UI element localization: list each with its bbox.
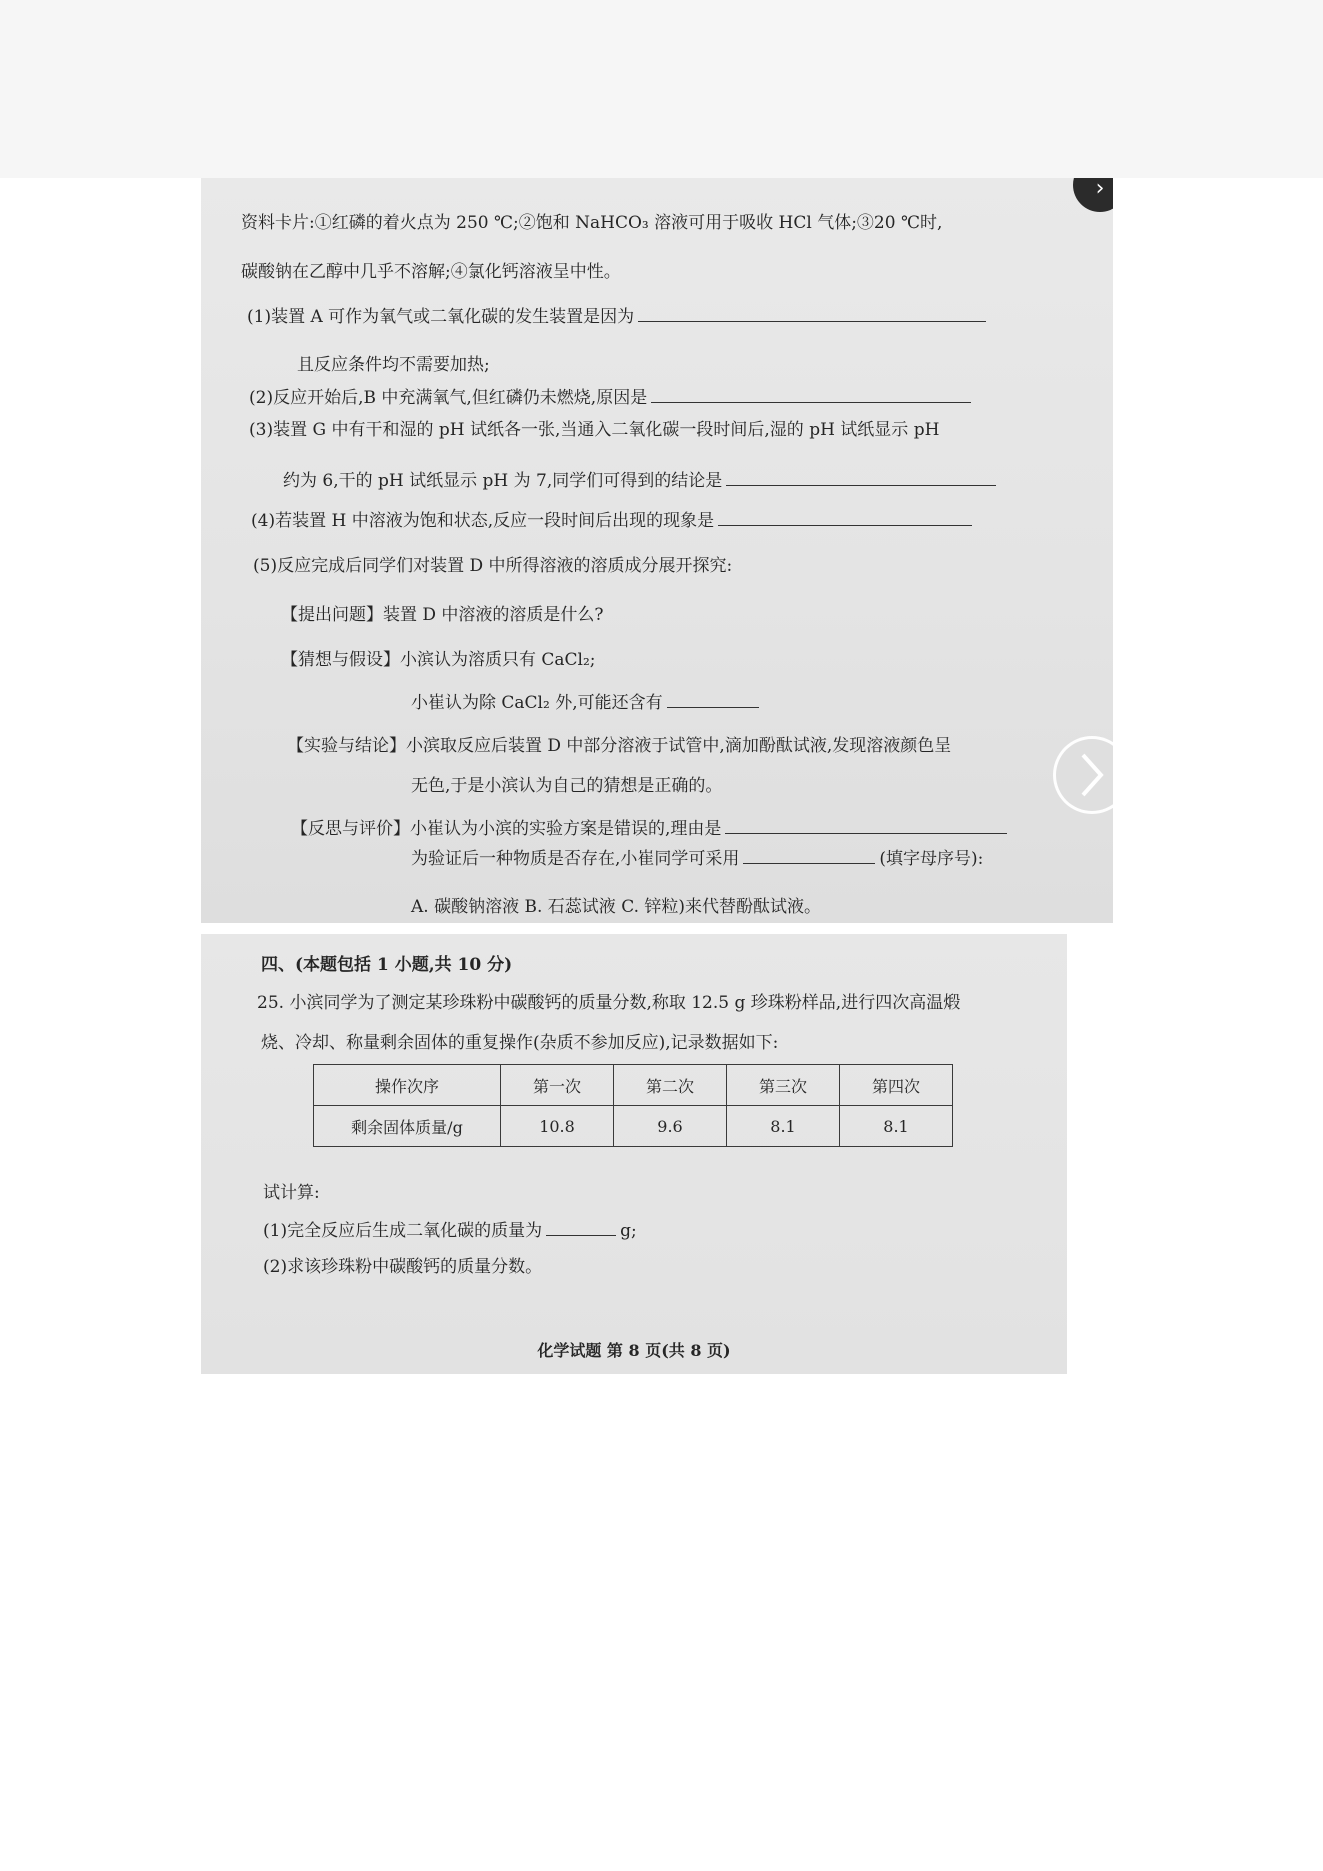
table-cell: 9.6 <box>614 1106 727 1147</box>
question-25-line-1: 25. 小滨同学为了测定某珍珠粉中碳酸钙的质量分数,称取 12.5 g 珍珠粉样品,进行四次高温煅 <box>257 993 961 1013</box>
question-1-cont: 且反应条件均不需要加热; <box>297 355 490 375</box>
reflection-verify-note: (填字母序号): <box>879 849 984 869</box>
table-cell: 8.1 <box>727 1106 840 1147</box>
viewer-top-bar <box>0 0 1323 178</box>
reflection <box>291 814 1011 839</box>
answer-blank <box>725 832 1007 834</box>
answer-blank <box>546 1234 616 1236</box>
options-line: A. 碳酸钠溶液 B. 石蕊试液 C. 锌粒)来代替酚酞试液。 <box>411 897 822 917</box>
answer-blank <box>651 401 971 403</box>
table-cell: 8.1 <box>840 1106 953 1147</box>
experiment-conclusion: 【实验与结论】小滨取反应后装置 D 中部分溶液于试管中,滴加酚酞试液,发现溶液颜色呈 <box>287 736 952 756</box>
exam-photo-lower <box>201 934 1067 1374</box>
answer-blank <box>638 320 986 322</box>
table-header-cell: 第一次 <box>501 1065 614 1106</box>
question-1-text: (1)装置 A 可作为氧气或二氧化碳的发生装置是因为 <box>247 307 635 327</box>
info-card-line-1: 资料卡片:①红磷的着火点为 250 ℃;②饱和 NaHCO₃ 溶液可用于吸收 HCl 气体;③20 ℃时, <box>241 213 943 233</box>
question-3-cont <box>283 466 1000 491</box>
question-4-text: (4)若装置 H 中溶液为饱和状态,反应一段时间后出现的现象是 <box>251 511 715 531</box>
table-header-cell: 操作次序 <box>314 1065 501 1106</box>
answer-blank <box>726 484 996 486</box>
question-1 <box>247 302 990 327</box>
table-cell: 剩余固体质量/g <box>314 1106 501 1147</box>
info-card-line-2: 碳酸钠在乙醇中几乎不溶解;④氯化钙溶液呈中性。 <box>241 262 621 282</box>
exam-photo-upper <box>201 178 1113 923</box>
question-3: (3)装置 G 中有干和湿的 pH 试纸各一张,当通入二氧化碳一段时间后,湿的 pH 试纸显示 pH <box>249 420 940 440</box>
question-3-text: 约为 6,干的 pH 试纸显示 pH 为 7,同学们可得到的结论是 <box>283 471 723 491</box>
reflection-verify <box>411 844 983 869</box>
table-cell: 10.8 <box>501 1106 614 1147</box>
sub-question-1-text: (1)完全反应后生成二氧化碳的质量为 <box>263 1221 543 1241</box>
answer-blank <box>718 524 972 526</box>
table-row <box>314 1106 953 1147</box>
question-25-line-2: 烧、冷却、称量剩余固体的重复操作(杂质不参加反应),记录数据如下: <box>261 1033 779 1053</box>
sub-question-1 <box>263 1216 637 1241</box>
question-5: (5)反应完成后同学们对装置 D 中所得溶液的溶质成分展开探究: <box>253 556 733 576</box>
answer-blank <box>667 706 759 708</box>
question-2 <box>249 383 975 408</box>
experiment-conclusion-cont: 无色,于是小滨认为自己的猜想是正确的。 <box>411 776 723 796</box>
next-page-button[interactable] <box>1053 736 1113 814</box>
table-header-cell: 第四次 <box>840 1065 953 1106</box>
data-table <box>313 1064 953 1147</box>
corner-badge-icon[interactable]: › <box>1073 178 1113 212</box>
raise-question: 【提出问题】装置 D 中溶液的溶质是什么? <box>281 605 604 625</box>
question-2-text: (2)反应开始后,B 中充满氧气,但红磷仍未燃烧,原因是 <box>249 388 648 408</box>
section-heading: 四、(本题包括 1 小题,共 10 分) <box>261 955 513 975</box>
reflection-text: 【反思与评价】小崔认为小滨的实验方案是错误的,理由是 <box>291 819 722 839</box>
chevron-right-icon <box>1077 751 1107 799</box>
table-header-row <box>314 1065 953 1106</box>
answer-blank <box>743 862 875 864</box>
question-4 <box>251 506 976 531</box>
sub-question-2: (2)求该珍珠粉中碳酸钙的质量分数。 <box>263 1257 543 1277</box>
table-header-cell: 第三次 <box>727 1065 840 1106</box>
table-header-cell: 第二次 <box>614 1065 727 1106</box>
hypothesis-cont <box>411 688 763 713</box>
sub-question-1-unit: g; <box>620 1221 637 1241</box>
reflection-verify-text: 为验证后一种物质是否存在,小崔同学可采用 <box>411 849 740 869</box>
hypothesis-cont-text: 小崔认为除 CaCl₂ 外,可能还含有 <box>411 693 663 713</box>
page-footer: 化学试题 第 8 页(共 8 页) <box>537 1341 731 1360</box>
hypothesis: 【猜想与假设】小滨认为溶质只有 CaCl₂; <box>281 650 596 670</box>
calc-label: 试计算: <box>263 1183 320 1203</box>
